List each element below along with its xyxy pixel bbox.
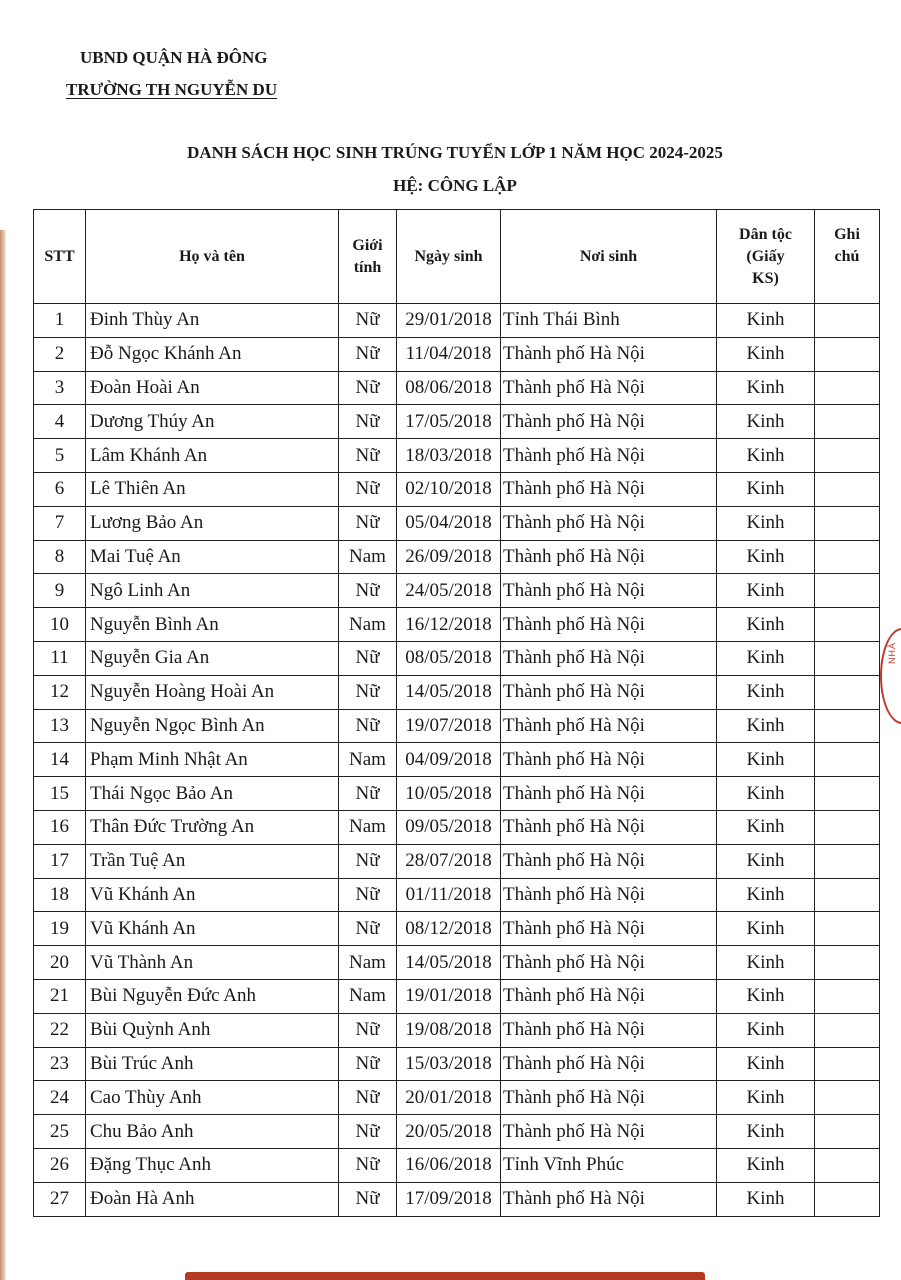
cell-birthplace: Thành phố Hà Nội xyxy=(501,371,717,405)
table-row xyxy=(34,844,880,878)
cell-note xyxy=(815,1047,880,1081)
document-subtitle: HỆ: CÔNG LẬP xyxy=(393,176,517,195)
cell-birthplace: Thành phố Hà Nội xyxy=(501,709,717,743)
col-header-name: Họ và tên xyxy=(86,210,339,304)
cell-note xyxy=(815,1013,880,1047)
cell-dob: 17/05/2018 xyxy=(397,405,501,439)
cell-stt: 7 xyxy=(34,506,86,540)
scan-edge-shadow xyxy=(0,230,6,1280)
cell-ethnicity: Kinh xyxy=(717,439,815,473)
cell-note xyxy=(815,1148,880,1182)
table-row xyxy=(34,946,880,980)
cell-gender: Nam xyxy=(339,743,397,777)
cell-name: Trần Tuệ An xyxy=(86,844,339,878)
cell-name: Vũ Khánh An xyxy=(86,878,339,912)
cell-ethnicity: Kinh xyxy=(717,371,815,405)
cell-name: Lê Thiên An xyxy=(86,472,339,506)
cell-note xyxy=(815,608,880,642)
cell-birthplace: Thành phố Hà Nội xyxy=(501,878,717,912)
cell-dob: 19/07/2018 xyxy=(397,709,501,743)
cell-dob: 18/03/2018 xyxy=(397,439,501,473)
cell-gender: Nữ xyxy=(339,1047,397,1081)
cell-note xyxy=(815,810,880,844)
school-name: TRƯỜNG TH NGUYỄN DU xyxy=(66,80,278,99)
table-row xyxy=(34,1115,880,1149)
cell-dob: 29/01/2018 xyxy=(397,304,501,338)
table-body xyxy=(34,304,880,1217)
cell-birthplace: Thành phố Hà Nội xyxy=(501,946,717,980)
cell-name: Đặng Thục Anh xyxy=(86,1148,339,1182)
cell-ethnicity: Kinh xyxy=(717,1081,815,1115)
cell-stt: 23 xyxy=(34,1047,86,1081)
table-row xyxy=(34,675,880,709)
cell-gender: Nữ xyxy=(339,439,397,473)
org-name: UBND QUẬN HÀ ĐÔNG xyxy=(80,48,268,67)
cell-ethnicity: Kinh xyxy=(717,574,815,608)
cell-note xyxy=(815,777,880,811)
table-row xyxy=(34,1148,880,1182)
cell-birthplace: Thành phố Hà Nội xyxy=(501,337,717,371)
table-row xyxy=(34,641,880,675)
cell-gender: Nữ xyxy=(339,641,397,675)
cell-gender: Nữ xyxy=(339,337,397,371)
cell-ethnicity: Kinh xyxy=(717,472,815,506)
cell-dob: 08/06/2018 xyxy=(397,371,501,405)
cell-dob: 16/12/2018 xyxy=(397,608,501,642)
table-row xyxy=(34,540,880,574)
table-row xyxy=(34,1047,880,1081)
table-row xyxy=(34,912,880,946)
cell-gender: Nam xyxy=(339,540,397,574)
cell-birthplace: Thành phố Hà Nội xyxy=(501,810,717,844)
cell-ethnicity: Kinh xyxy=(717,709,815,743)
document-title: DANH SÁCH HỌC SINH TRÚNG TUYỂN LỚP 1 NĂM HỌC 2024-2025 xyxy=(187,143,723,162)
cell-stt: 22 xyxy=(34,1013,86,1047)
col-header-stt: STT xyxy=(34,210,86,304)
cell-name: Cao Thùy Anh xyxy=(86,1081,339,1115)
table-row xyxy=(34,405,880,439)
cell-ethnicity: Kinh xyxy=(717,405,815,439)
cell-stt: 12 xyxy=(34,675,86,709)
cell-note xyxy=(815,304,880,338)
cell-note xyxy=(815,844,880,878)
table-row xyxy=(34,608,880,642)
cell-stt: 27 xyxy=(34,1182,86,1216)
cell-dob: 01/11/2018 xyxy=(397,878,501,912)
cell-gender: Nữ xyxy=(339,472,397,506)
cell-gender: Nữ xyxy=(339,844,397,878)
col-header-ethnicity-line2: (Giấy xyxy=(746,247,785,265)
table-row xyxy=(34,506,880,540)
cell-name: Thân Đức Trường An xyxy=(86,810,339,844)
cell-dob: 20/01/2018 xyxy=(397,1081,501,1115)
cell-ethnicity: Kinh xyxy=(717,1047,815,1081)
cell-note xyxy=(815,912,880,946)
cell-ethnicity: Kinh xyxy=(717,844,815,878)
cell-name: Mai Tuệ An xyxy=(86,540,339,574)
cell-note xyxy=(815,641,880,675)
cell-birthplace: Thành phố Hà Nội xyxy=(501,1013,717,1047)
cell-ethnicity: Kinh xyxy=(717,506,815,540)
cell-note xyxy=(815,540,880,574)
cell-ethnicity: Kinh xyxy=(717,540,815,574)
cell-name: Đỗ Ngọc Khánh An xyxy=(86,337,339,371)
cell-name: Nguyễn Hoàng Hoài An xyxy=(86,675,339,709)
cell-gender: Nam xyxy=(339,946,397,980)
cell-name: Bùi Trúc Anh xyxy=(86,1047,339,1081)
cell-note xyxy=(815,337,880,371)
cell-stt: 25 xyxy=(34,1115,86,1149)
cell-stt: 26 xyxy=(34,1148,86,1182)
cell-note xyxy=(815,439,880,473)
cell-ethnicity: Kinh xyxy=(717,1115,815,1149)
cell-stt: 5 xyxy=(34,439,86,473)
cell-ethnicity: Kinh xyxy=(717,946,815,980)
cell-name: Đinh Thùy An xyxy=(86,304,339,338)
cell-stt: 4 xyxy=(34,405,86,439)
cell-dob: 08/12/2018 xyxy=(397,912,501,946)
cell-dob: 24/05/2018 xyxy=(397,574,501,608)
cell-stt: 21 xyxy=(34,979,86,1013)
cell-name: Vũ Thành An xyxy=(86,946,339,980)
cell-dob: 16/06/2018 xyxy=(397,1148,501,1182)
cell-birthplace: Thành phố Hà Nội xyxy=(501,608,717,642)
cell-ethnicity: Kinh xyxy=(717,1013,815,1047)
cell-note xyxy=(815,371,880,405)
cell-gender: Nữ xyxy=(339,574,397,608)
cell-ethnicity: Kinh xyxy=(717,641,815,675)
table-row xyxy=(34,810,880,844)
cell-note xyxy=(815,709,880,743)
cell-dob: 26/09/2018 xyxy=(397,540,501,574)
col-header-gender xyxy=(339,210,397,304)
table-row xyxy=(34,1013,880,1047)
cell-ethnicity: Kinh xyxy=(717,1148,815,1182)
cell-stt: 20 xyxy=(34,946,86,980)
cell-name: Dương Thúy An xyxy=(86,405,339,439)
cell-stt: 10 xyxy=(34,608,86,642)
cell-stt: 1 xyxy=(34,304,86,338)
cell-birthplace: Thành phố Hà Nội xyxy=(501,1081,717,1115)
cell-note xyxy=(815,506,880,540)
cell-stt: 14 xyxy=(34,743,86,777)
cell-birthplace: Thành phố Hà Nội xyxy=(501,912,717,946)
table-row xyxy=(34,1182,880,1216)
cell-ethnicity: Kinh xyxy=(717,777,815,811)
cell-stt: 8 xyxy=(34,540,86,574)
cell-dob: 14/05/2018 xyxy=(397,675,501,709)
table-row xyxy=(34,777,880,811)
cell-birthplace: Thành phố Hà Nội xyxy=(501,844,717,878)
cell-birthplace: Thành phố Hà Nội xyxy=(501,743,717,777)
cell-note xyxy=(815,574,880,608)
table-row xyxy=(34,472,880,506)
cell-gender: Nữ xyxy=(339,304,397,338)
cell-gender: Nữ xyxy=(339,1081,397,1115)
cell-note xyxy=(815,946,880,980)
col-header-ethnicity-line3: KS) xyxy=(752,269,779,287)
cell-ethnicity: Kinh xyxy=(717,979,815,1013)
student-list-table xyxy=(33,209,880,1217)
scan-bottom-edge xyxy=(185,1272,705,1280)
col-header-note xyxy=(815,210,880,304)
cell-stt: 18 xyxy=(34,878,86,912)
col-header-ethnicity xyxy=(717,210,815,304)
cell-ethnicity: Kinh xyxy=(717,304,815,338)
cell-note xyxy=(815,878,880,912)
table-row xyxy=(34,1081,880,1115)
cell-stt: 6 xyxy=(34,472,86,506)
cell-note xyxy=(815,472,880,506)
cell-dob: 08/05/2018 xyxy=(397,641,501,675)
cell-gender: Nữ xyxy=(339,912,397,946)
cell-birthplace: Thành phố Hà Nội xyxy=(501,574,717,608)
cell-gender: Nữ xyxy=(339,405,397,439)
cell-stt: 11 xyxy=(34,641,86,675)
cell-name: Đoàn Hà Anh xyxy=(86,1182,339,1216)
cell-gender: Nam xyxy=(339,608,397,642)
cell-stt: 15 xyxy=(34,777,86,811)
cell-dob: 20/05/2018 xyxy=(397,1115,501,1149)
cell-name: Vũ Khánh An xyxy=(86,912,339,946)
cell-birthplace: Thành phố Hà Nội xyxy=(501,506,717,540)
cell-birthplace: Thành phố Hà Nội xyxy=(501,1182,717,1216)
cell-gender: Nam xyxy=(339,979,397,1013)
cell-ethnicity: Kinh xyxy=(717,337,815,371)
cell-gender: Nữ xyxy=(339,878,397,912)
cell-birthplace: Thành phố Hà Nội xyxy=(501,540,717,574)
cell-name: Nguyễn Gia An xyxy=(86,641,339,675)
cell-name: Đoàn Hoài An xyxy=(86,371,339,405)
cell-dob: 15/03/2018 xyxy=(397,1047,501,1081)
cell-dob: 09/05/2018 xyxy=(397,810,501,844)
cell-stt: 17 xyxy=(34,844,86,878)
cell-ethnicity: Kinh xyxy=(717,912,815,946)
cell-dob: 05/04/2018 xyxy=(397,506,501,540)
cell-name: Ngô Linh An xyxy=(86,574,339,608)
cell-dob: 19/08/2018 xyxy=(397,1013,501,1047)
cell-note xyxy=(815,675,880,709)
cell-name: Lương Bảo An xyxy=(86,506,339,540)
cell-name: Bùi Nguyễn Đức Anh xyxy=(86,979,339,1013)
cell-stt: 9 xyxy=(34,574,86,608)
cell-note xyxy=(815,1115,880,1149)
cell-dob: 10/05/2018 xyxy=(397,777,501,811)
cell-birthplace: Tỉnh Thái Bình xyxy=(501,304,717,338)
cell-stt: 3 xyxy=(34,371,86,405)
cell-ethnicity: Kinh xyxy=(717,743,815,777)
cell-stt: 13 xyxy=(34,709,86,743)
cell-birthplace: Thành phố Hà Nội xyxy=(501,472,717,506)
cell-birthplace: Thành phố Hà Nội xyxy=(501,979,717,1013)
cell-note xyxy=(815,979,880,1013)
cell-birthplace: Thành phố Hà Nội xyxy=(501,405,717,439)
cell-note xyxy=(815,1182,880,1216)
col-header-note-line1: Ghi xyxy=(834,226,860,243)
cell-note xyxy=(815,1081,880,1115)
table-row xyxy=(34,574,880,608)
cell-birthplace: Thành phố Hà Nội xyxy=(501,641,717,675)
cell-gender: Nữ xyxy=(339,675,397,709)
cell-note xyxy=(815,405,880,439)
cell-birthplace: Thành phố Hà Nội xyxy=(501,1047,717,1081)
cell-stt: 24 xyxy=(34,1081,86,1115)
cell-stt: 16 xyxy=(34,810,86,844)
table-row xyxy=(34,878,880,912)
table-row xyxy=(34,304,880,338)
cell-stt: 19 xyxy=(34,912,86,946)
table-header-row xyxy=(34,210,880,304)
table-row xyxy=(34,743,880,777)
cell-birthplace: Thành phố Hà Nội xyxy=(501,439,717,473)
cell-dob: 14/05/2018 xyxy=(397,946,501,980)
cell-gender: Nữ xyxy=(339,777,397,811)
col-header-gender-line1: Giới xyxy=(352,236,383,254)
col-header-birthplace: Nơi sinh xyxy=(501,210,717,304)
cell-name: Lâm Khánh An xyxy=(86,439,339,473)
cell-ethnicity: Kinh xyxy=(717,608,815,642)
col-header-dob: Ngày sinh xyxy=(397,210,501,304)
stamp-fragment-text: NHÀ xyxy=(887,641,897,664)
cell-birthplace: Thành phố Hà Nội xyxy=(501,777,717,811)
cell-dob: 04/09/2018 xyxy=(397,743,501,777)
cell-dob: 17/09/2018 xyxy=(397,1182,501,1216)
cell-note xyxy=(815,743,880,777)
cell-birthplace: Tỉnh Vĩnh Phúc xyxy=(501,1148,717,1182)
cell-gender: Nữ xyxy=(339,371,397,405)
col-header-gender-line2: tính xyxy=(353,258,382,276)
cell-ethnicity: Kinh xyxy=(717,878,815,912)
cell-name: Bùi Quỳnh Anh xyxy=(86,1013,339,1047)
cell-birthplace: Thành phố Hà Nội xyxy=(501,675,717,709)
cell-dob: 28/07/2018 xyxy=(397,844,501,878)
cell-stt: 2 xyxy=(34,337,86,371)
cell-ethnicity: Kinh xyxy=(717,810,815,844)
cell-dob: 02/10/2018 xyxy=(397,472,501,506)
cell-dob: 11/04/2018 xyxy=(397,337,501,371)
cell-gender: Nữ xyxy=(339,1148,397,1182)
cell-name: Nguyễn Bình An xyxy=(86,608,339,642)
cell-dob: 19/01/2018 xyxy=(397,979,501,1013)
table-row xyxy=(34,371,880,405)
cell-gender: Nữ xyxy=(339,1115,397,1149)
cell-name: Thái Ngọc Bảo An xyxy=(86,777,339,811)
cell-name: Chu Bảo Anh xyxy=(86,1115,339,1149)
cell-name: Nguyễn Ngọc Bình An xyxy=(86,709,339,743)
col-header-ethnicity-line1: Dân tộc xyxy=(739,225,792,243)
cell-ethnicity: Kinh xyxy=(717,1182,815,1216)
cell-name: Phạm Minh Nhật An xyxy=(86,743,339,777)
col-header-note-line2: chú xyxy=(834,248,860,265)
cell-birthplace: Thành phố Hà Nội xyxy=(501,1115,717,1149)
cell-gender: Nam xyxy=(339,810,397,844)
table-row xyxy=(34,439,880,473)
cell-gender: Nữ xyxy=(339,506,397,540)
cell-ethnicity: Kinh xyxy=(717,675,815,709)
table-row xyxy=(34,979,880,1013)
table-row xyxy=(34,337,880,371)
cell-gender: Nữ xyxy=(339,1182,397,1216)
cell-gender: Nữ xyxy=(339,1013,397,1047)
table-row xyxy=(34,709,880,743)
cell-gender: Nữ xyxy=(339,709,397,743)
